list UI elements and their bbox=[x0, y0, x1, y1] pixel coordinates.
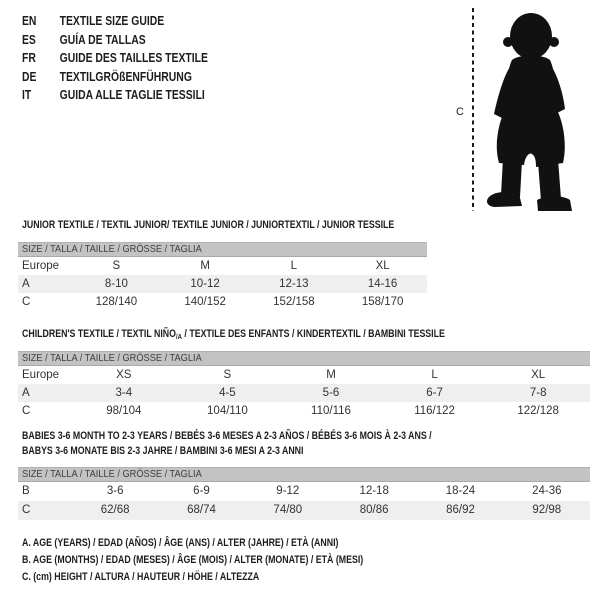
row-label: B bbox=[22, 485, 30, 497]
row-label: A bbox=[22, 387, 30, 399]
height-dashed-line bbox=[471, 8, 475, 211]
height-cell: 74/80 bbox=[273, 504, 303, 516]
language-code: IT bbox=[22, 87, 32, 102]
language-code: EN bbox=[22, 13, 37, 28]
height-cell: 158/170 bbox=[361, 296, 404, 308]
baby-silhouette-icon bbox=[479, 6, 597, 212]
age-cell: 3-4 bbox=[115, 387, 133, 399]
language-row-it bbox=[22, 86, 208, 105]
children-section-title bbox=[22, 328, 445, 343]
age-cell: 24-36 bbox=[532, 485, 562, 497]
height-cell: 152/158 bbox=[273, 296, 315, 308]
height-cell: 62/68 bbox=[100, 504, 130, 516]
babies-title-line-2: BABYS 3-6 MONATE BIS 2-3 JAHRE / BAMBINI 3-6 MESI A 2-3 ANNI bbox=[22, 445, 304, 457]
row-label: A bbox=[22, 278, 30, 290]
age-cell: 7-8 bbox=[529, 387, 547, 399]
size-cell: L bbox=[431, 369, 438, 381]
language-row-es bbox=[22, 31, 208, 50]
age-cell: 5-6 bbox=[322, 387, 340, 399]
row-label: C bbox=[22, 504, 31, 516]
table-row-age-months bbox=[18, 482, 590, 501]
age-cell: 4-5 bbox=[219, 387, 236, 399]
babies-size-table bbox=[18, 467, 590, 520]
legend bbox=[22, 535, 363, 586]
age-cell: 6-9 bbox=[193, 485, 210, 497]
age-cell: 12-13 bbox=[279, 278, 309, 290]
children-table-header-bar bbox=[18, 351, 590, 366]
babies-table-header-bar bbox=[18, 467, 590, 482]
row-label: Europe bbox=[22, 260, 60, 272]
size-cell: L bbox=[290, 260, 298, 272]
height-cell: 128/140 bbox=[95, 296, 138, 308]
height-cell: 68/74 bbox=[187, 504, 216, 516]
size-cell: S bbox=[112, 260, 121, 272]
height-cell: 92/98 bbox=[532, 504, 562, 516]
size-header-label: SIZE / TALLA / TAILLE / GRÖSSE / TAGLIA bbox=[22, 468, 202, 480]
babies-title-line-1: BABIES 3-6 MONTH TO 2-3 YEARS / BEBÉS 3-6 MESES A 2-3 AÑOS / BÉBÉS 3-6 MOIS À 2-3 ANS / bbox=[22, 430, 432, 442]
row-label: Europe bbox=[22, 369, 60, 381]
legend-line-c: C. (cm) HEIGHT / ALTURA / HAUTEUR / HÖHE / ALTEZZA bbox=[22, 571, 260, 583]
height-cell: 110/116 bbox=[311, 405, 351, 417]
size-cell: S bbox=[223, 369, 232, 381]
age-cell: 3-6 bbox=[106, 485, 124, 497]
legend-line-a: A. AGE (YEARS) / EDAD (AÑOS) / ÂGE (ANS) / ALTER (JAHRE) / ETÀ (ANNI) bbox=[22, 537, 339, 549]
age-cell: 8-10 bbox=[104, 278, 128, 290]
height-marker-label: C bbox=[456, 106, 464, 118]
height-cell: 86/92 bbox=[446, 504, 475, 516]
size-cell: M bbox=[326, 369, 336, 381]
language-code: FR bbox=[22, 50, 36, 65]
language-code: DE bbox=[22, 68, 37, 84]
language-label: TEXTILGRÖßENFÜHRUNG bbox=[59, 68, 192, 84]
language-row-de bbox=[22, 68, 208, 87]
height-cell: 122/128 bbox=[517, 405, 559, 417]
table-row-height bbox=[18, 293, 427, 311]
size-cell: M bbox=[200, 260, 210, 272]
table-row-europe bbox=[18, 257, 427, 275]
age-cell: 6-7 bbox=[426, 387, 443, 399]
table-row-height bbox=[18, 501, 590, 520]
language-label: TEXTILE SIZE GUIDE bbox=[59, 13, 165, 28]
age-cell: 12-18 bbox=[359, 485, 389, 497]
height-cell: 116/122 bbox=[414, 405, 455, 417]
age-cell: 14-16 bbox=[367, 278, 398, 290]
height-cell: 140/152 bbox=[184, 296, 226, 308]
language-label: GUIDA ALLE TAGLIE TESSILI bbox=[59, 87, 205, 102]
height-cell: 80/86 bbox=[359, 504, 389, 516]
junior-size-table bbox=[18, 242, 427, 311]
size-cell: XS bbox=[116, 369, 132, 381]
table-row-age bbox=[18, 384, 590, 402]
row-label: C bbox=[22, 296, 31, 308]
language-label: GUÍA DE TALLAS bbox=[59, 31, 146, 47]
size-cell: XL bbox=[375, 260, 390, 272]
table-row-europe bbox=[18, 366, 590, 384]
language-label: GUIDE DES TAILLES TEXTILE bbox=[59, 50, 208, 65]
language-code: ES bbox=[22, 31, 36, 47]
age-cell: 10-12 bbox=[190, 278, 220, 290]
legend-line-b: B. AGE (MONTHS) / EDAD (MESES) / ÂGE (MOIS) / ALTER (MONATE) / ETÀ (MESI) bbox=[22, 554, 364, 566]
children-title-prefix: CHILDREN'S TEXTILE / TEXTIL NIÑO bbox=[22, 328, 176, 340]
row-label: C bbox=[22, 405, 31, 417]
size-header-label: SIZE / TALLA / TAILLE / GRÖSSE / TAGLIA bbox=[22, 243, 202, 255]
height-cell: 98/104 bbox=[106, 405, 142, 417]
table-row-height bbox=[18, 402, 590, 420]
size-header-label: SIZE / TALLA / TAILLE / GRÖSSE / TAGLIA bbox=[22, 352, 202, 364]
babies-section-title bbox=[22, 429, 432, 459]
junior-table-header-bar bbox=[18, 242, 427, 257]
age-cell: 18-24 bbox=[445, 485, 476, 497]
language-row-fr bbox=[22, 49, 208, 68]
children-title-suffix: / TEXTILE DES ENFANTS / KINDERTEXTIL / BAMBINI TESSILE bbox=[181, 328, 445, 340]
language-row-en bbox=[22, 12, 208, 31]
height-cell: 104/110 bbox=[207, 405, 248, 417]
age-cell: 9-12 bbox=[276, 485, 300, 497]
children-size-table bbox=[18, 351, 590, 420]
table-row-age bbox=[18, 275, 427, 293]
children-title-subscript: /A bbox=[175, 332, 182, 341]
language-header bbox=[22, 12, 208, 105]
size-cell: XL bbox=[531, 369, 546, 381]
junior-section-title: JUNIOR TEXTILE / TEXTIL JUNIOR/ TEXTILE JUNIOR / JUNIORTEXTIL / JUNIOR TESSILE bbox=[22, 219, 395, 231]
